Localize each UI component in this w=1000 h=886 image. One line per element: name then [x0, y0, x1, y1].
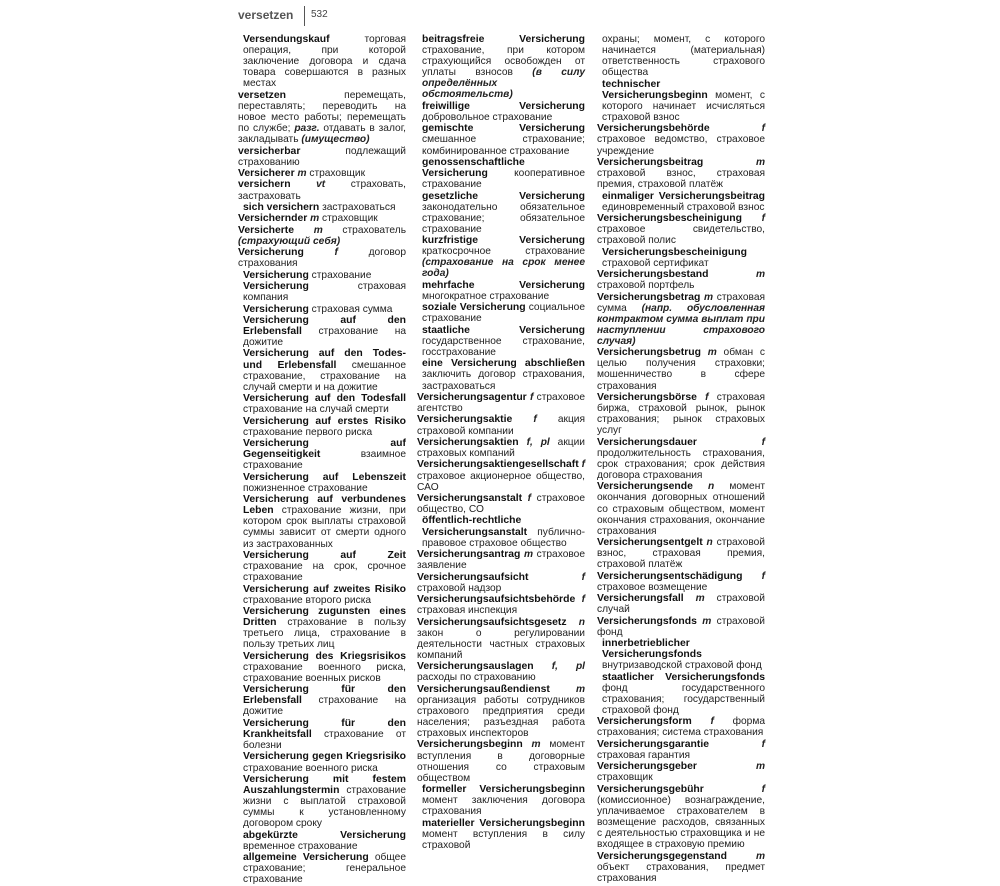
entry-translation: акции страховых компаний	[417, 436, 585, 460]
entry-headword: Versicherung auf den Todesfall	[243, 393, 406, 405]
dictionary-entry	[597, 347, 765, 391]
sub-entry	[238, 416, 406, 438]
dictionary-entry	[417, 617, 585, 661]
dictionary-entry	[597, 616, 765, 638]
grammar-label: f	[709, 738, 765, 750]
grammar-label: f	[741, 212, 765, 224]
entry-headword: Versicherungsaktiengesellschaft	[417, 459, 579, 471]
entry-translation: страхование	[308, 269, 372, 281]
entry-headword: Versicherung	[243, 303, 309, 315]
dictionary-entry	[597, 269, 765, 291]
grammar-label: f, pl	[518, 436, 550, 448]
grammar-label: f	[528, 571, 585, 583]
dictionary-entry	[238, 179, 406, 201]
dictionary-entry	[417, 414, 585, 436]
entry-translation: страховщик	[306, 168, 366, 180]
entry-headword: Versicherungsfall	[597, 593, 684, 605]
entry-translation: момент вступления в договорные отношения со страховым обществом	[417, 739, 585, 784]
dictionary-entry	[597, 571, 765, 593]
grammar-label: m	[703, 156, 765, 168]
dictionary-entry	[597, 437, 765, 481]
entry-translation: страхование первого риска	[243, 426, 373, 438]
entry-translation: кооперативное страхование	[422, 168, 585, 191]
entry-headword: eine Versicherung abschließen	[422, 358, 585, 370]
entry-translation: страховщик	[319, 213, 378, 225]
grammar-label: m	[294, 224, 323, 236]
dictionary-entry	[238, 247, 406, 269]
entry-translation: единовременный страховой взнос	[602, 201, 765, 213]
dictionary-entry	[417, 684, 585, 739]
grammar-label: m	[683, 593, 705, 605]
entry-headword: Versicherungsgegenstand	[597, 850, 727, 862]
entry-translation: страховой фонд	[597, 615, 765, 638]
sub-entry	[417, 101, 585, 123]
dictionary-entry	[417, 594, 585, 616]
entry-translation: страховое акционерное общество, САО	[417, 470, 585, 493]
entry-headword: Versicherung auf erstes Risiko	[243, 415, 406, 427]
dictionary-entry	[417, 459, 585, 492]
header-divider	[304, 6, 305, 26]
dictionary-entry	[597, 481, 765, 536]
sub-entry	[238, 348, 406, 392]
entry-translation: страховая биржа, страховой рынок, рынок страхования; рынок страховых услуг	[597, 391, 765, 437]
dictionary-column-2	[417, 34, 585, 851]
entry-headword: genossenschaftliche Versicherung	[422, 156, 525, 180]
sub-entry	[238, 584, 406, 606]
entry-translation: охраны; момент, с которого начинается (материальная) ответственность страхового общества	[602, 34, 765, 79]
entry-headword: soziale Versicherung	[422, 302, 526, 314]
grammar-label: f	[696, 391, 709, 403]
dictionary-entry	[597, 213, 765, 246]
entry-translation: страхование жизни, при котором срок выплаты страховой суммы зависит от смерти одного из застрахованных	[243, 505, 406, 550]
dictionary-entry	[597, 157, 765, 190]
entry-translation: внутризаводской страховой фонд	[602, 660, 762, 672]
sub-entry	[417, 358, 585, 391]
grammar-label: f	[575, 594, 585, 606]
entry-headword: Versicherungsaufsicht	[417, 571, 529, 583]
grammar-label: m	[700, 347, 717, 359]
entry-translation: страхователь	[322, 224, 406, 236]
grammar-label: n	[692, 481, 715, 493]
entry-translation: застраховаться	[319, 201, 396, 213]
entry-headword: Versicherer	[238, 168, 295, 180]
entry-headword: sich versichern	[243, 201, 320, 213]
entry-translation: страхование второго риска	[243, 594, 372, 606]
entry-translation: страхование жизни с выплатой страховой суммы к установленному договором сроку	[243, 785, 406, 830]
entry-headword: materieller Versicherungsbeginn	[422, 817, 585, 829]
entry-translation: расходы по страхованию	[417, 672, 536, 684]
dictionary-entry	[597, 784, 765, 851]
grammar-label: f	[742, 570, 765, 582]
grammar-label: m	[294, 168, 307, 180]
entry-translation: страховое свидетельство, страховой полис	[597, 224, 765, 247]
entry-headword: Versicherungsbetrag	[597, 291, 701, 303]
entry-translation: страховая инспекция	[417, 605, 518, 617]
entry-headword: Versicherung auf zweites Risiko	[243, 583, 406, 595]
entry-headword: Versicherungsaußendienst	[417, 683, 550, 695]
entry-translation: социальное страхование	[422, 302, 586, 325]
entry-headword: Versicherte	[238, 224, 295, 236]
sub-entry	[238, 304, 406, 315]
sub-entry	[417, 818, 585, 851]
entry-headword: versetzen	[238, 89, 286, 101]
sub-entry	[238, 438, 406, 471]
entry-translation: страховой надзор	[417, 582, 502, 594]
entry-translation: страховая компания	[243, 281, 406, 304]
entry-translation: страховой портфель	[597, 280, 695, 292]
grammar-label: f	[526, 391, 534, 403]
sub-entry	[238, 494, 406, 549]
sub-entry	[238, 393, 406, 415]
dictionary-entry	[597, 123, 765, 156]
entry-headword: Versicherungsfonds	[597, 615, 697, 627]
running-headword: versetzen	[238, 8, 294, 22]
entry-headword: Versicherungsantrag	[417, 549, 521, 561]
entry-headword: kurzfristige Versicherung	[422, 235, 585, 247]
dictionary-entry	[417, 572, 585, 594]
entry-headword: Versicherung gegen Kriegsrisiko	[243, 751, 406, 763]
sub-entry	[238, 550, 406, 583]
entry-translation: публично-правовое страховое общество	[422, 526, 585, 549]
entry-translation: продолжительность страхования, срок страхования; срок действия договора страхования	[597, 447, 765, 481]
sub-entry	[238, 852, 406, 885]
grammar-label: f	[578, 459, 585, 471]
entry-headword: Versicherungsdauer	[597, 436, 697, 448]
entry-headword: Versicherung auf den Todes- und Erlebensfall	[243, 348, 406, 371]
grammar-label: f	[691, 716, 714, 728]
entry-headword: technischer Versicherungsbeginn	[602, 78, 708, 101]
grammar-label: m	[549, 683, 585, 695]
entry-translation: законодательно обязательное страхование; обязательное страхование	[422, 201, 585, 235]
entry-headword: Versicherung auf Gegenseitigkeit	[243, 438, 406, 461]
entry-headword: Versicherungsanstalt	[417, 493, 523, 504]
entry-note: (напр. обусловленная контрактом сумма выплат при наступлении страхового случая)	[597, 302, 765, 347]
sub-entry	[238, 281, 406, 303]
entry-translation: страховая гарантия	[597, 749, 691, 761]
sub-entry	[417, 123, 585, 156]
entry-translation: временное страхование	[243, 840, 358, 852]
entry-note: (страхующий себя)	[238, 235, 341, 247]
entry-headword: öffentlich-rechtliche Versicherungsanstalt	[422, 515, 528, 538]
entry-headword: versichern	[238, 179, 291, 191]
entry-headword: Versicherungsbetrug	[597, 347, 701, 359]
entry-translation: пожизненное страхование	[243, 482, 368, 494]
entry-translation: страховое ведомство, страховое учреждение	[597, 134, 765, 157]
entry-headword: Versicherung auf Lebenszeit	[243, 471, 406, 483]
entry-headword: versicherbar	[238, 145, 301, 157]
entry-translation: страхование на дожитие	[243, 695, 406, 718]
entry-translation: страхование на случай смерти	[243, 404, 389, 416]
entry-headword: Versicherung auf verbundenes Leben	[243, 494, 406, 517]
entry-translation: акция страховой компании	[417, 414, 585, 437]
entry-translation: заключить договор страхования, застраховаться	[422, 369, 585, 392]
entry-translation: смешанное страхование, страхование на случай смерти и на дожитие	[243, 359, 406, 393]
dictionary-entry	[597, 593, 765, 615]
entry-translation: добровольное страхование	[422, 111, 553, 123]
entry-headword: Versicherungsentgelt	[597, 537, 703, 549]
entry-headword: einmaliger Versicherungsbeitrag	[602, 190, 765, 202]
entry-headword: Versicherung	[243, 269, 309, 281]
grammar-label: m	[700, 291, 714, 303]
entry-translation: подлежащий страхованию	[238, 145, 406, 168]
entry-headword: Versicherungsaktien	[417, 436, 519, 448]
grammar-label: m	[696, 761, 765, 773]
entry-headword: Versicherung für den Krankheitsfall	[243, 717, 406, 740]
sub-entry	[238, 718, 406, 751]
entry-note: (имущество)	[301, 134, 370, 146]
dictionary-entry	[238, 168, 406, 179]
sub-entry	[597, 672, 765, 716]
grammar-label: m	[520, 549, 534, 561]
entry-headword: allgemeine Versicherung	[243, 852, 369, 864]
entry-translation: общее страхование; генеральное страхование	[243, 852, 406, 886]
entry-headword: Versicherungsaufsichtsbehörde	[417, 594, 576, 606]
entry-headword: Versicherungsbeitrag	[597, 156, 704, 168]
entry-translation: страхование военного риска, страхование военных рисков	[243, 661, 406, 684]
sub-entry	[238, 270, 406, 281]
entry-headword: Versicherungsaufsichtsgesetz	[417, 616, 567, 628]
entry-translation: страховой взнос, страховая премия, страховой платёж	[597, 537, 765, 571]
entry-translation: отдавать в залог, закладывать	[238, 123, 406, 146]
sub-entry	[238, 472, 406, 494]
entry-headword: mehrfache Versicherung	[422, 279, 585, 291]
entry-translation: закон о регулировании деятельности частных страховых компаний	[417, 627, 585, 661]
entry-headword: Versicherung auf den Erlebensfall	[243, 314, 406, 337]
dictionary-entry	[238, 213, 406, 224]
entry-note: (в силу определённых обстоятельств)	[422, 67, 585, 101]
entry-headword: Versicherung mit festem Auszahlungstermin	[243, 773, 406, 796]
sub-entry	[417, 302, 585, 324]
entry-headword: Versicherungsbörse	[597, 391, 697, 403]
entry-translation: смешанное страхование; комбинированное страхование	[422, 134, 585, 157]
entry-translation: страховщик	[597, 772, 653, 784]
grammar-label: m	[522, 739, 541, 751]
sub-entry	[238, 751, 406, 773]
sub-entry	[238, 34, 406, 89]
page-number: 532	[311, 9, 328, 20]
entry-translation: страховое возмещение	[597, 581, 708, 593]
entry-headword: innerbetrieblicher Versicherungsfonds	[602, 638, 702, 661]
entry-headword: Versicherungsgeber	[597, 761, 697, 773]
entry-headword: Versicherung	[243, 281, 309, 293]
entry-headword: Versicherungsagentur	[417, 391, 527, 403]
grammar-label: n	[702, 537, 713, 549]
entry-translation: страхование в пользу третьего лица, страхование в пользу третьих лиц	[243, 617, 406, 651]
grammar-label: f	[709, 123, 765, 135]
dictionary-entry	[597, 292, 765, 347]
dictionary-entry	[417, 392, 585, 414]
entry-headword: formeller Versicherungsbeginn	[422, 784, 585, 796]
entry-translation: страховать, застраховать	[238, 179, 406, 202]
entry-headword: gesetzliche Versicherung	[422, 190, 585, 202]
entry-headword: staatlicher Versicherungsfonds	[602, 671, 765, 683]
dictionary-entry	[417, 437, 585, 459]
grammar-label: f, pl	[533, 661, 585, 673]
grammar-label: n	[566, 616, 585, 628]
entry-translation: форма страхования; система страхования	[597, 716, 765, 739]
entry-headword: Versicherungsentschädigung	[597, 570, 743, 582]
sub-entry	[417, 34, 585, 101]
entry-translation: многократное страхование	[422, 290, 550, 302]
entry-headword: Versendungskauf	[243, 34, 330, 45]
dictionary-entry	[417, 739, 585, 783]
entry-translation: страхование на срок, срочное страхование	[243, 561, 406, 584]
entry-headword: abgekürzte Versicherung	[243, 829, 406, 841]
entry-headword: Versicherung auf Zeit	[243, 549, 406, 561]
dictionary-entry	[597, 761, 765, 783]
sub-entry	[597, 191, 765, 213]
dictionary-column-3	[597, 34, 765, 884]
entry-headword: Versicherung des Kriegsrisikos	[243, 650, 406, 662]
sub-entry	[238, 606, 406, 650]
entry-headword: Versicherungsende	[597, 481, 693, 493]
grammar-label: f	[303, 247, 338, 259]
dictionary-entry	[238, 225, 406, 247]
entry-translation: торговая операция, при которой заключение договора и сдача товара совершаются в разных местах	[243, 34, 406, 90]
entry-note: разг.	[294, 123, 320, 135]
entry-headword: Versicherungsaktie	[417, 414, 513, 426]
grammar-label: m	[696, 615, 712, 627]
entry-translation: страхование от болезни	[243, 728, 406, 752]
grammar-label: m	[726, 850, 765, 862]
entry-translation: страховой сертификат	[602, 257, 709, 269]
entry-translation: момент заключения договора страхования	[422, 795, 585, 818]
entry-translation: момент, с которого начинает исчисляться страховой взнос	[602, 89, 765, 123]
dictionary-column-1	[238, 34, 406, 886]
sub-entry	[597, 638, 765, 671]
entry-translation: страхование военного риска	[243, 762, 378, 774]
entry-translation: момент вступления в силу страховой	[422, 828, 585, 851]
entry-headword: beitragsfreie Versicherung	[422, 34, 585, 45]
dictionary-entry	[597, 851, 765, 884]
sub-entry	[238, 315, 406, 348]
sub-entry	[417, 784, 585, 817]
entry-headword: Versicherungsbescheinigung	[602, 246, 747, 258]
entry-translation: страховая сумма	[597, 291, 765, 314]
entry-translation: страховое общество, СО	[417, 493, 585, 516]
entry-translation: момент окончания договорных отношений со страховым обществом, момент окончания страхования, окончание страхования	[597, 481, 765, 537]
entry-translation: страховой взнос, страховая премия, страховой платёж	[597, 168, 765, 191]
grammar-label: f	[522, 493, 532, 504]
entry-translation: обман с целью получения страховки; мошенничество в сфере страхования	[597, 347, 766, 392]
sub-entry	[417, 515, 585, 548]
dictionary-entry	[597, 739, 765, 761]
entry-headword: Versicherungsgarantie	[597, 738, 710, 750]
sub-entry	[417, 191, 585, 235]
entry-translation: государственное страхование, госстрахование	[422, 335, 585, 358]
sub-entry	[417, 157, 585, 190]
entry-translation: страховое заявление	[417, 549, 585, 572]
sub-entry	[417, 235, 585, 279]
entry-headword: Versicherungsbehörde	[597, 123, 710, 135]
dictionary-entry	[238, 90, 406, 145]
grammar-label: m	[708, 269, 765, 281]
sub-entry	[238, 774, 406, 829]
entry-headword: Versicherungsbescheinigung	[597, 212, 742, 224]
entry-translation: краткосрочное страхование	[422, 246, 585, 258]
entry-translation: договор страхования	[238, 247, 406, 270]
dictionary-entry	[417, 661, 585, 683]
sub-entry	[417, 280, 585, 302]
dictionary-entry	[597, 392, 765, 436]
dictionary-entry	[417, 549, 585, 571]
entry-translation: страховая сумма	[308, 303, 393, 315]
grammar-label: vt	[290, 179, 326, 191]
sub-entry	[417, 325, 585, 358]
entry-headword: Versicherungsauslagen	[417, 661, 534, 673]
entry-headword: Versicherungsbestand	[597, 269, 709, 281]
entry-headword: Versicherung zugunsten eines Dritten	[243, 606, 406, 629]
entry-headword: staatliche Versicherung	[422, 324, 585, 336]
entry-note: (страхование на срок менее года)	[422, 257, 585, 280]
sub-entry	[597, 79, 765, 123]
dictionary-entry	[238, 146, 406, 168]
entry-translation: объект страхования, предмет страхования	[597, 861, 765, 884]
dictionary-entry	[417, 493, 585, 515]
entry-headword: Versicherungsbeginn	[417, 739, 523, 751]
entry-headword: Versicherungsform	[597, 716, 692, 728]
entry-headword: Versicherung	[238, 247, 304, 259]
entry-translation: (комиссионное) вознаграждение, уплачиваемое страхователем в возмещение расходов, связанных с деятельностью страховщика и не входящее в страховую премию	[597, 794, 765, 851]
entry-translation: страхование, при котором страхующийся освобожден от уплаты взносов	[422, 45, 585, 79]
entry-translation: взаимное страхование	[243, 449, 406, 472]
entry-headword: Versicherungsgebühr	[597, 783, 704, 795]
sub-entry	[238, 651, 406, 684]
dictionary-entry	[597, 537, 765, 570]
sub-entry	[238, 202, 406, 213]
entry-translation: страхование на дожитие	[243, 326, 406, 349]
sub-entry	[597, 247, 765, 269]
grammar-label: f	[696, 436, 765, 448]
grammar-label: f	[703, 783, 765, 795]
entry-headword: gemischte Versicherung	[422, 123, 585, 135]
entry-translation: страховое агентство	[417, 391, 585, 415]
entry-translation: фонд государственного страхования; государственный страховой фонд	[602, 682, 765, 716]
page-header	[238, 6, 798, 26]
sub-entry	[238, 684, 406, 717]
grammar-label: f	[512, 414, 537, 426]
entry-headword: Versicherung für den Erlebensfall	[243, 684, 406, 707]
sub-entry	[597, 34, 765, 78]
sub-entry	[238, 830, 406, 852]
grammar-label: m	[307, 213, 320, 225]
entry-headword: Versichernder	[238, 213, 308, 225]
entry-headword: freiwillige Versicherung	[422, 100, 585, 112]
dictionary-entry	[597, 716, 765, 738]
entry-translation: перемещать, переставлять; переводить на новое место работы; перемещать по службе;	[238, 89, 406, 135]
entry-translation: страховой случай	[597, 593, 765, 616]
entry-translation: организация работы сотрудников страхового предприятия среди населения; разъездная работа страховых инспекторов	[417, 694, 585, 740]
